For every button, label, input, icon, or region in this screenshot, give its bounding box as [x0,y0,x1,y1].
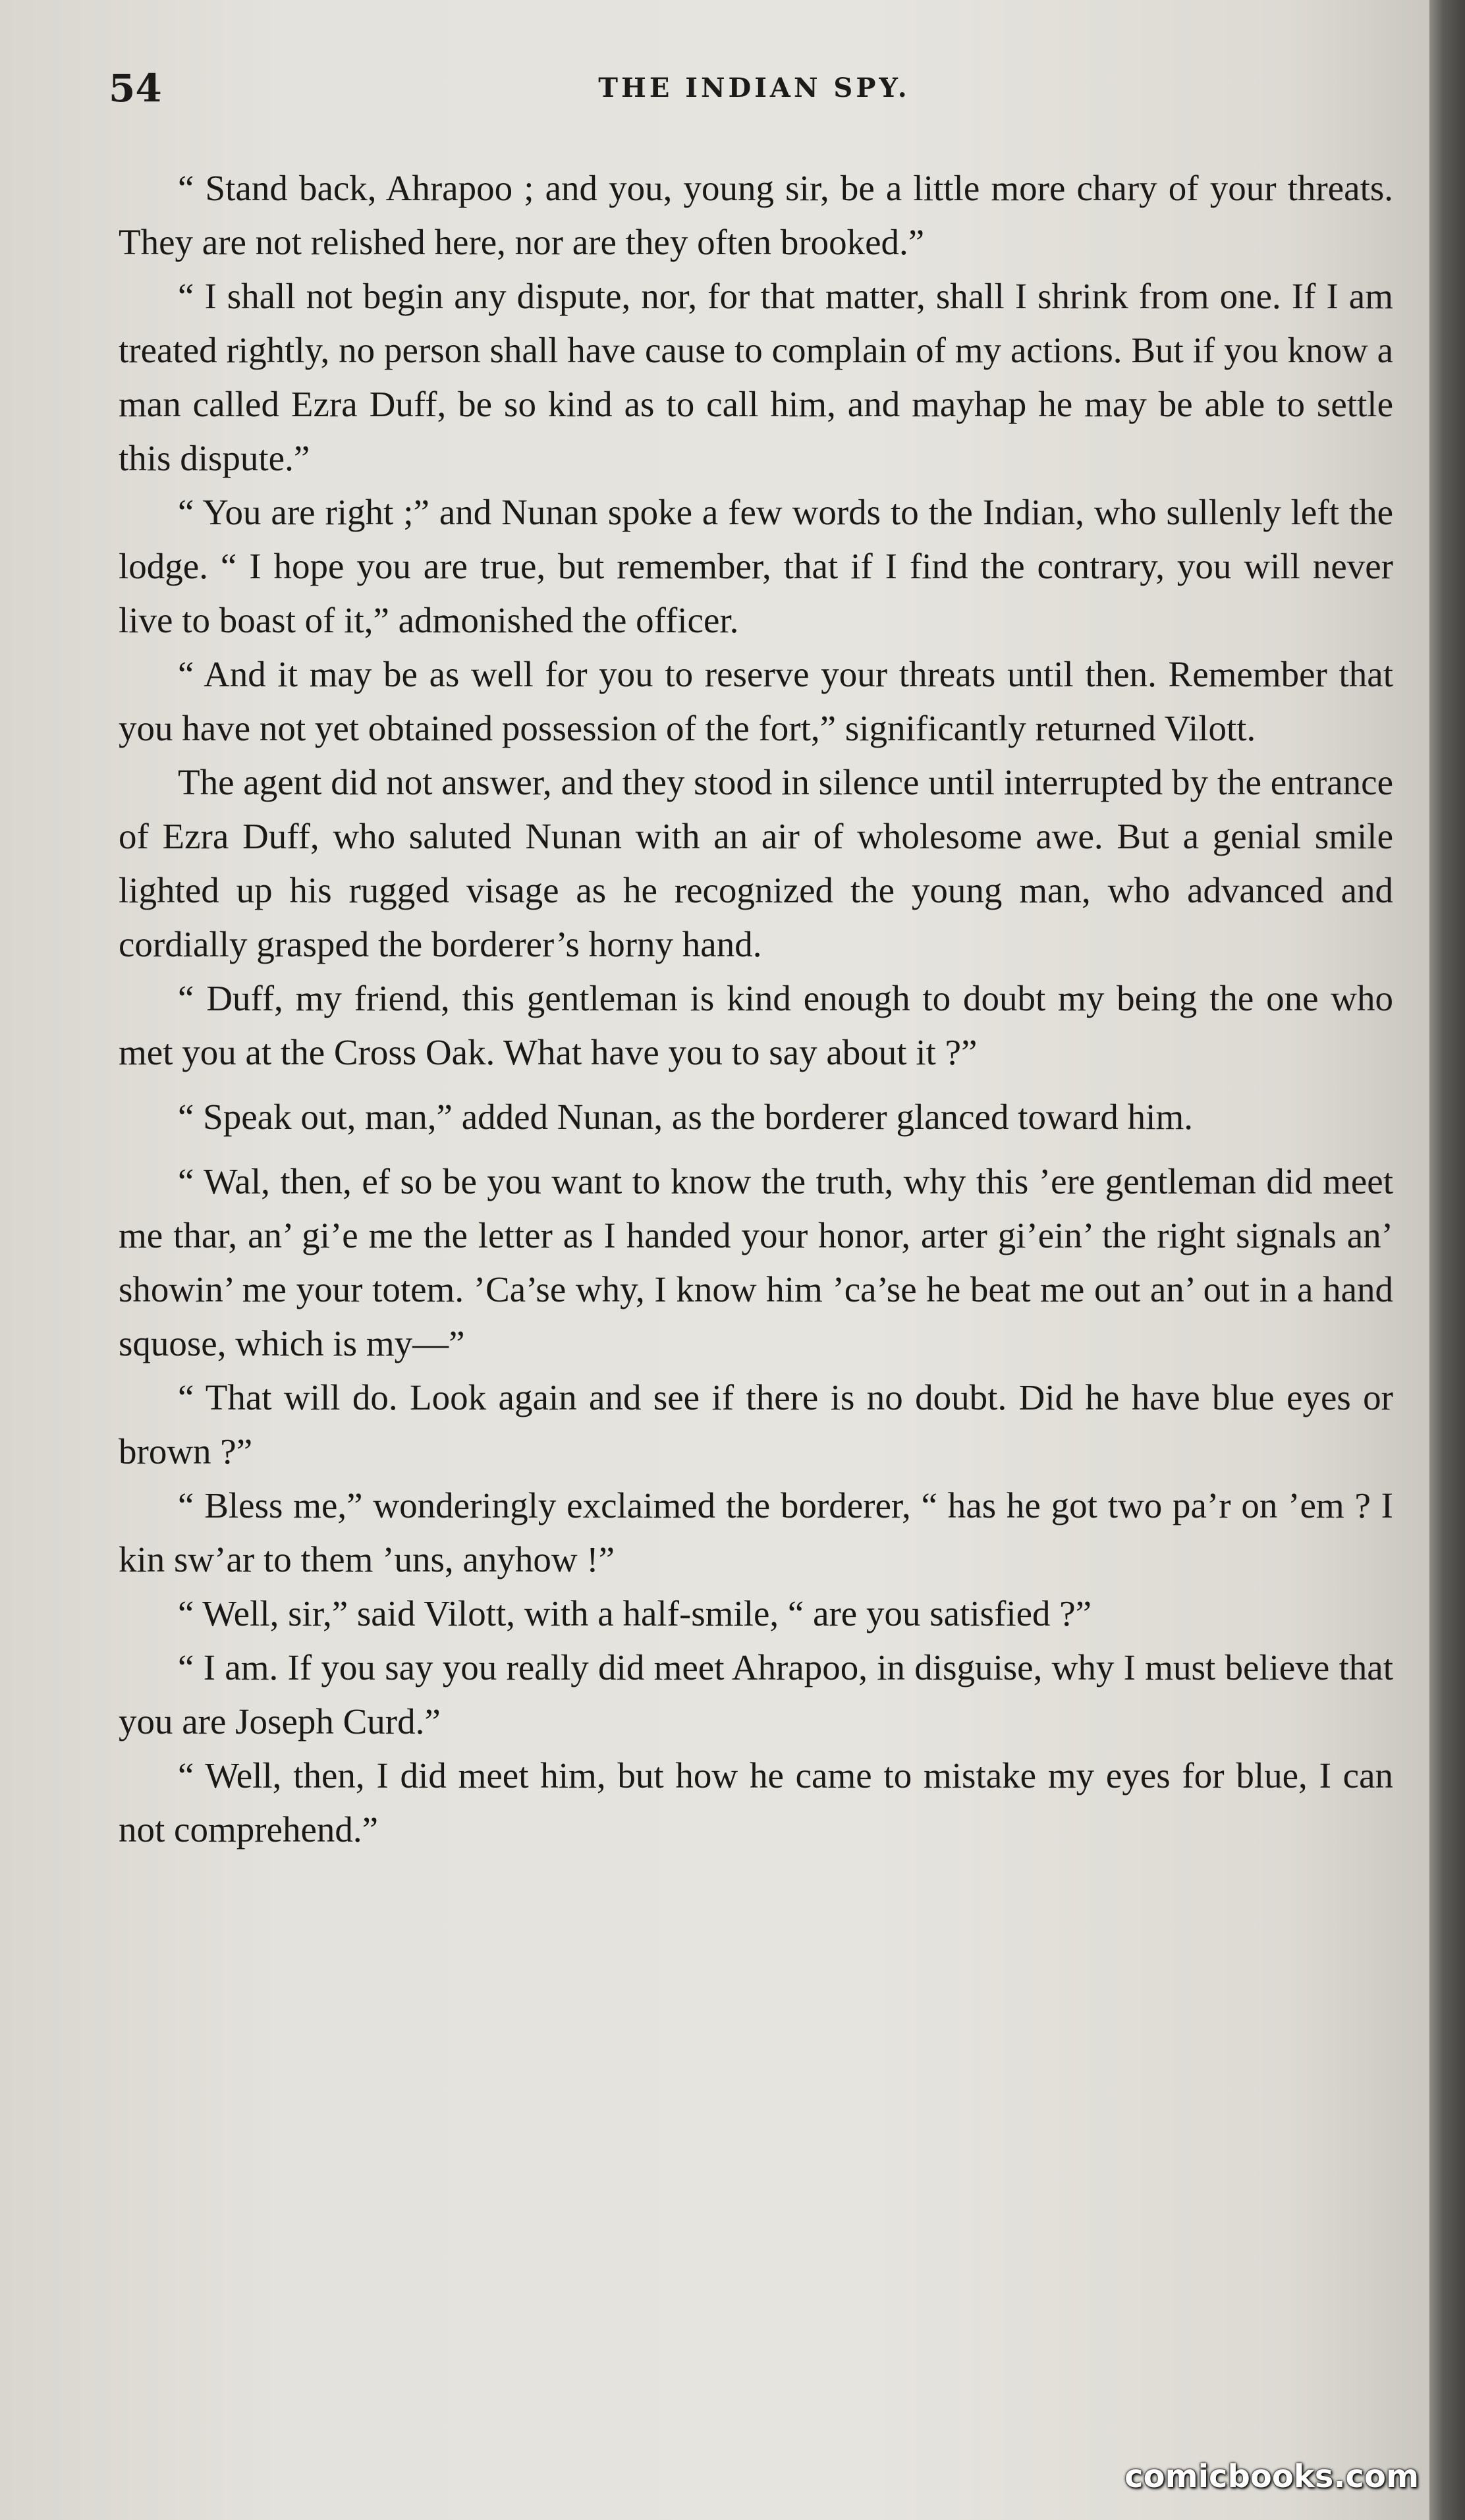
paragraph: “ Well, sir,” said Vilott, with a half-smile, “ are you satisfied ?” [178,1593,1092,1633]
paragraph: “ Duff, my friend, this gentleman is kind enough to doubt my being the one who met you at the Cross Oak. What have you to say about it ?” [119,978,1393,1072]
body-text [119,161,1393,1857]
paragraph: “ You are right ;” and Nunan spoke a few words to the Indian, who sullenly left the lodge. “ I hope you are true, but remember, that if I find the contrary, you will never live to boast of it,” admonished the officer. [119,492,1393,640]
paragraph: “ Well, then, I did meet him, but how he came to mistake my eyes for blue, I can not comprehend.” [119,1755,1393,1849]
book-edge [1429,0,1465,2520]
paragraph: “ I shall not begin any dispute, nor, for that matter, shall I shrink from one. If I am treated rightly, no person shall have cause to complain of my actions. But if you know a man called Ezra Duff, be so kind as to call him, and mayhap he may be able to settle this dispute.” [119,276,1393,478]
paragraph: “ And it may be as well for you to reserve your threats until then. Remember that you have not yet obtained possession of the fort,” significantly returned Vilott. [119,654,1393,748]
paragraph: “ Bless me,” wonderingly exclaimed the borderer, “ has he got two pa’r on ’em ? I kin sw’ar to them ’uns, anyhow !” [119,1485,1393,1579]
page-number: 54 [109,66,162,111]
paragraph: “ That will do. Look again and see if there is no doubt. Did he have blue eyes or brown ?” [119,1377,1393,1471]
running-title: THE INDIAN SPY. [598,72,910,103]
page-header [109,66,1400,119]
watermark: comicbooks.com [1124,2458,1419,2495]
paragraph: “ Stand back, Ahrapoo ; and you, young sir, be a little more chary of your threats. They are not relished here, nor are they often brooked.” [119,168,1393,262]
paragraph: “ Speak out, man,” added Nunan, as the borderer glanced toward him. [178,1097,1193,1137]
paragraph: “ Wal, then, ef so be you want to know the truth, why this ’ere gentleman did meet me thar, an’ gi’e me the letter as I handed your honor, arter gi’ein’ the right signals an’ showin’ me your totem. ’Ca’se why, I know him ’ca’se he beat me out an’ out in a hand squose, which is my—” [119,1161,1393,1363]
paragraph: “ I am. If you say you really did meet Ahrapoo, in disguise, why I must believe that you are Joseph Curd.” [119,1647,1393,1741]
paragraph: The agent did not answer, and they stood in silence until interrupted by the entrance of Ezra Duff, who saluted Nunan with an air of wholesome awe. But a genial smile lighted up his rugged visage as he recognized the young man, who advanced and cordially grasped the borderer’s horny hand. [119,762,1393,964]
